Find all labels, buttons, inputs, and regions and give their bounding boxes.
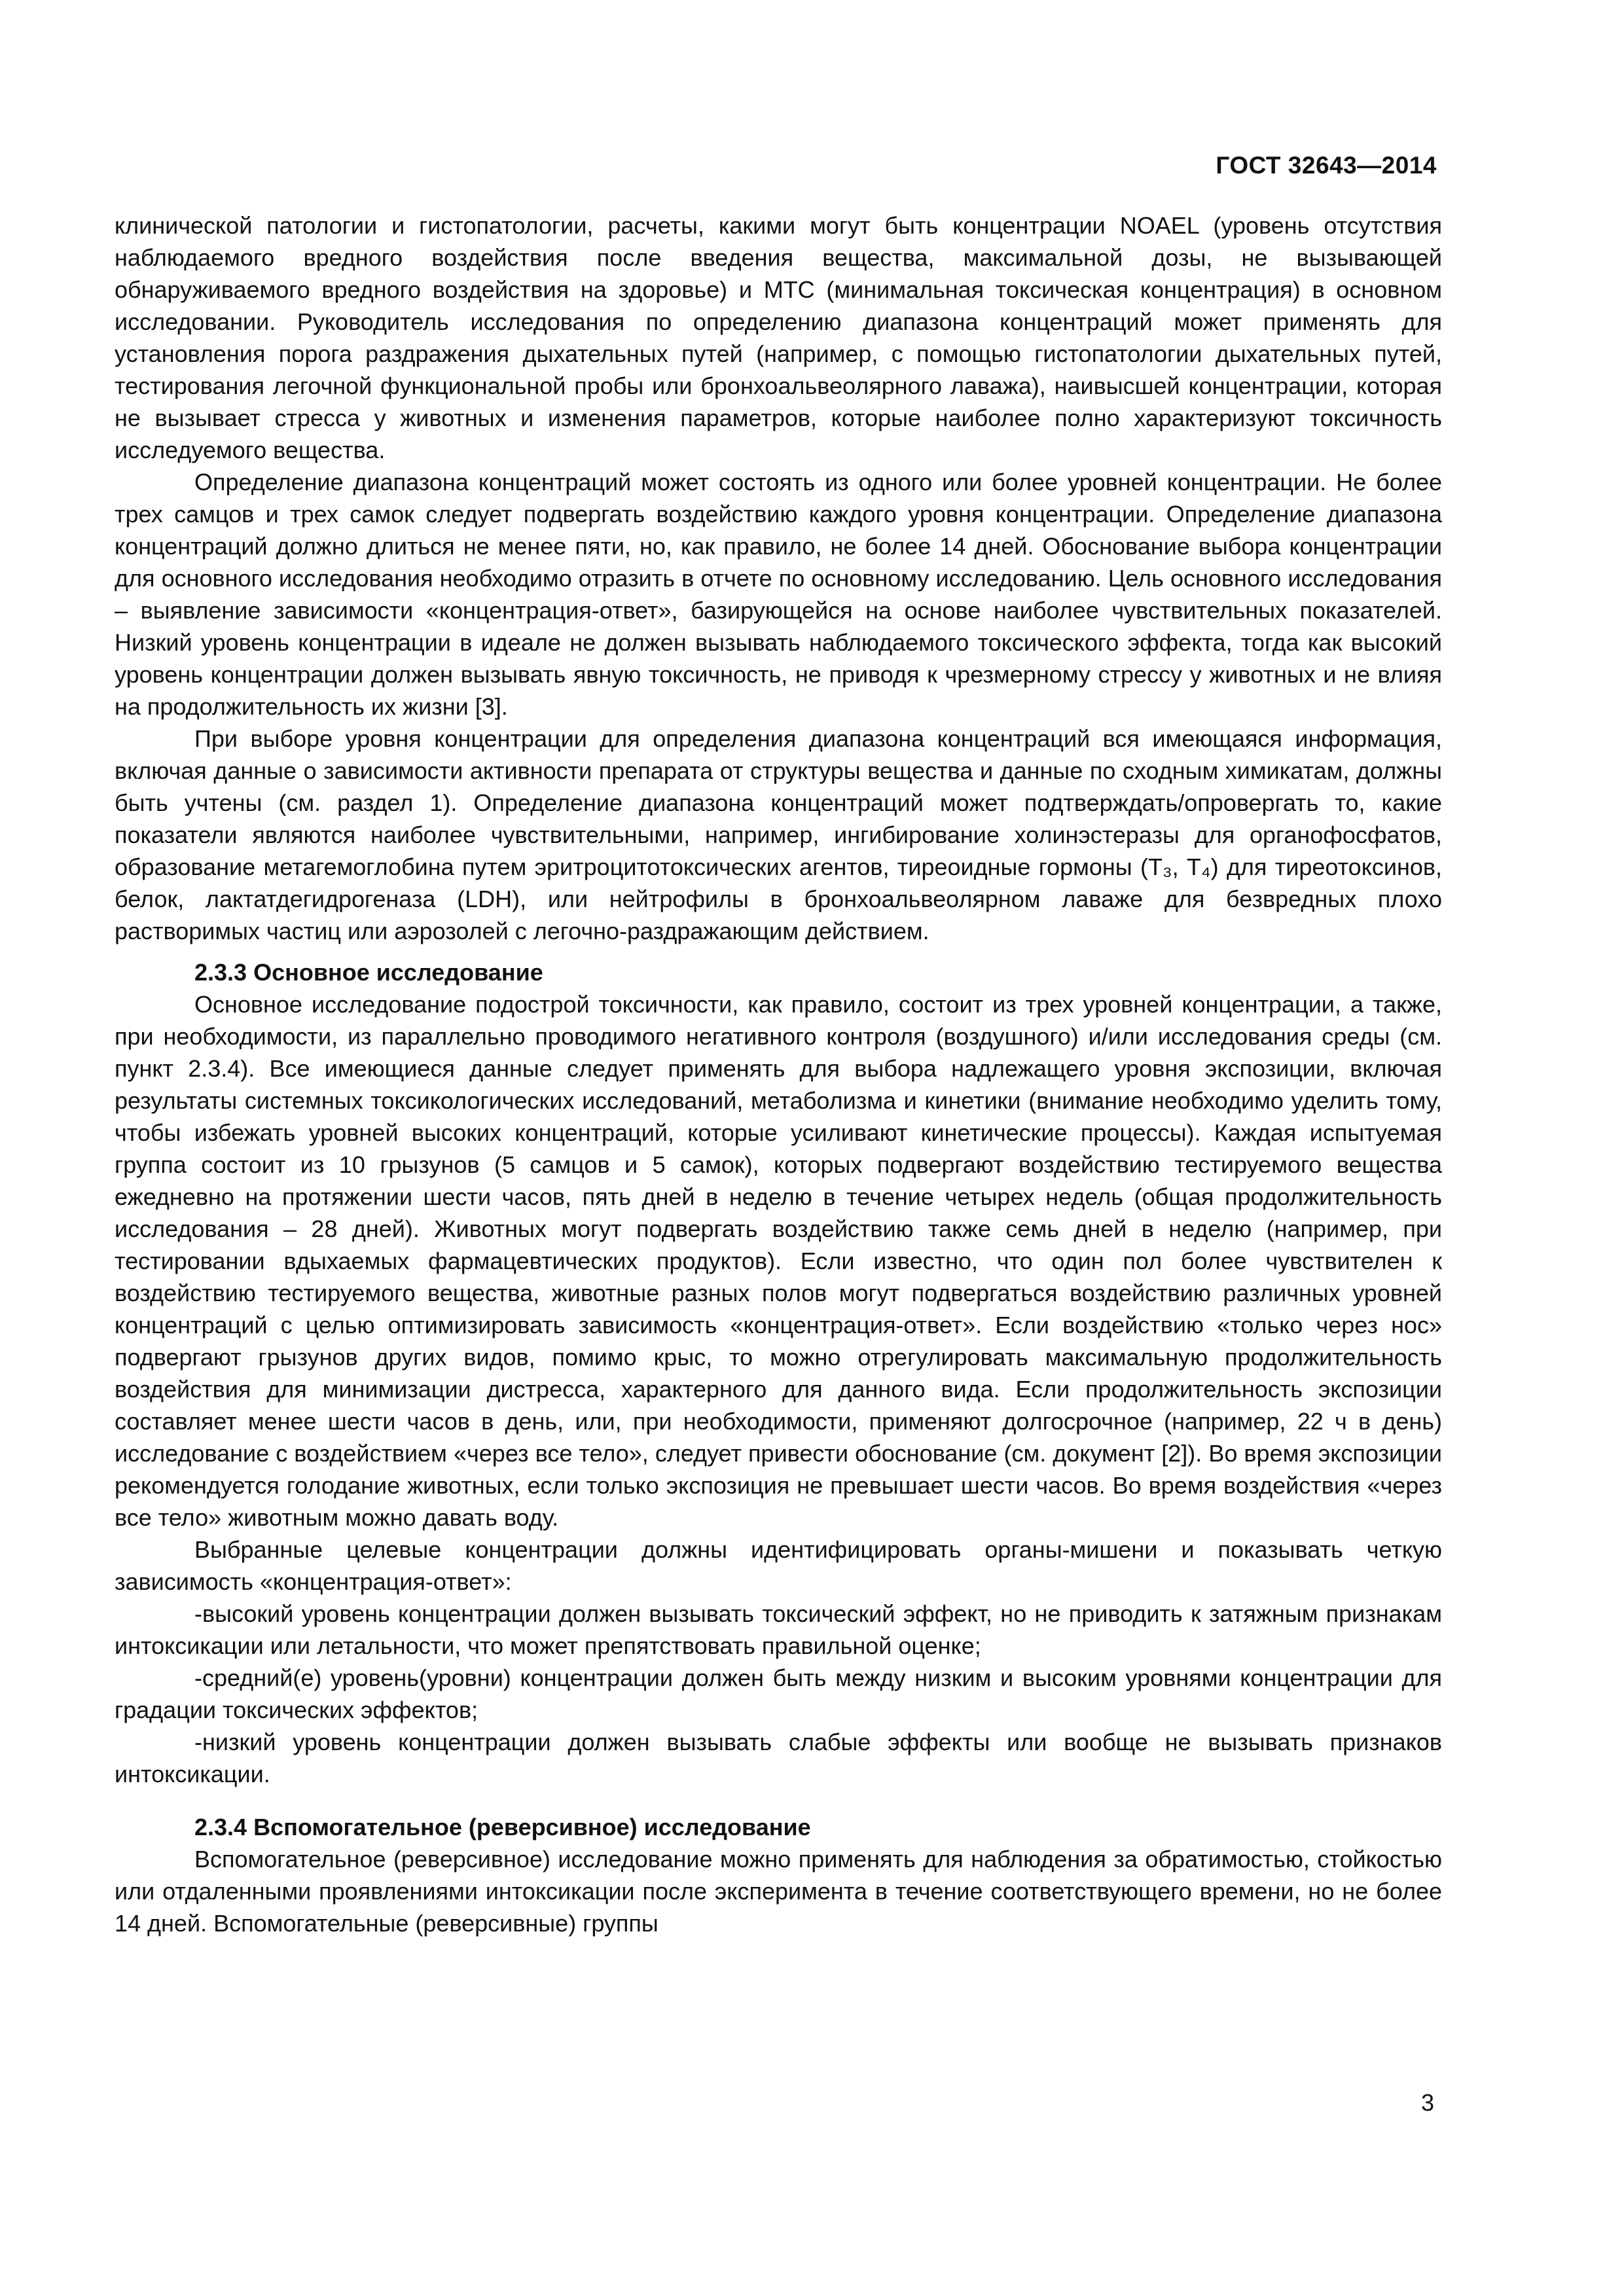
- paragraph-continuation: клинической патологии и гистопатологии, расчеты, какими могут быть концентрации NOAEL (уровень отсутствия наблюдаемого вредного воздействия после введения вещества, максимальной дозы, не вызывающей обнаруживаемого вредного воздействия на здоровье) и МТС (минимальная токсическая концентрация) в основном исследовании. Руководитель исследования по определению диапазона концентраций может применять для установления порога раздражения дыхательных путей (например, с помощью гистопатологии дыхательных путей, тестирования легочной функциональной пробы или бронхоальвеолярного лаважа), наивысшей концентрации, которая не вызывает стресса у животных и изменения параметров, которые наиболее полно характеризуют токсичность исследуемого вещества.: [115, 212, 1442, 463]
- paragraph-range-finding: Определение диапазона концентраций может состоять из одного или более уровней концентрации. Не более трех самцов и трех самок следует подвергать воздействию каждого уровня концентрации. Определение диапазона концентраций должно длиться не менее пяти, но, как правило, не более 14 дней. Обоснование выбора концентрации для основного исследования необходимо отразить в отчете по основному исследованию. Цель основного исследования – выявление зависимости «концентрация-ответ», базирующейся на основе наиболее чувствительных показателей. Низкий уровень концентрации в идеале не должен вызывать наблюдаемого токсического эффекта, тогда как высокий уровень концентрации должен вызывать явную токсичность, не приводя к чрезмерному стрессу у животных и не влияя на продолжительность их жизни [3].: [115, 469, 1442, 720]
- paragraph-concentration-choice: При выборе уровня концентрации для определения диапазона концентраций вся имеющаяся информация, включая данные о зависимости активности препарата от структуры вещества и данные по сходным химикатам, должны быть учтены (см. раздел 1). Определение диапазона концентраций может подтверждать/опровергать то, какие показатели являются наиболее чувствительными, например, ингибирование холинэстеразы для органофосфатов, образование метагемоглобина путем эритроцитотоксических агентов, тиреоидные гормоны (Т₃, Т₄) для тиреотоксинов, белок, лактатдегидрогеназа (LDH), или нейтрофилы в бронхоальвеолярном лаваже для безвредных плохо растворимых частиц или аэрозолей с легочно-раздражающим действием.: [115, 725, 1442, 944]
- paragraph-main-study: Основное исследование подострой токсичности, как правило, состоит из трех уровней концентрации, а также, при необходимости, из параллельно проводимого негативного контроля (воздушного) и/или исследования среды (см. пункт 2.3.4). Все имеющиеся данные следует применять для выбора надлежащего уровня экспозиции, включая результаты системных токсикологических исследований, метаболизма и кинетики (внимание необходимо уделить тому, чтобы избежать уровней высоких концентраций, которые усиливают кинетические процессы). Каждая испытуемая группа состоит из 10 грызунов (5 самцов и 5 самок), которых подвергают воздействию тестируемого вещества ежедневно на протяжении шести часов, пять дней в неделю в течение четырех недель (общая продолжительность исследования – 28 дней). Животных могут подвергать воздействию также семь дней в неделю (например, при тестировании вдыхаемых фармацевтических продуктов). Если известно, что один пол более чувствителен к воздействию тестируемого вещества, животные разных полов могут подвергаться воздействию различных уровней концентраций с целью оптимизировать зависимость «концентрация-ответ». Если воздействию «только через нос» подвергают грызунов других видов, помимо крыс, то можно отрегулировать максимальную продолжительность воздействия для минимизации дистресса, характерного для данного вида. Если продолжительность экспозиции составляет менее шести часов в день, или, при необходимости, применяют долгосрочное (например, 22 ч в день) исследование с воздействием «через все тело», следует привести обоснование (см. документ [2]). Во время экспозиции рекомендуется голодание животных, если только экспозиция не превышает шести часов. Во время воздействия «через все тело» животным можно давать воду.: [115, 991, 1442, 1531]
- page-number: 3: [1420, 2089, 1434, 2116]
- list-item-high-level: -высокий уровень концентрации должен вызывать токсический эффект, но не приводить к затяжным признакам интоксикации или летальности, что может препятствовать правильной оценке;: [115, 1600, 1442, 1659]
- paragraph-satellite-study: Вспомогательное (реверсивное) исследование можно применять для наблюдения за обратимостью, стойкостью или отдаленными проявлениями интоксикации после эксперимента в течение соответствующего времени, но не более 14 дней. Вспомогательные (реверсивные) группы: [115, 1846, 1442, 1937]
- list-item-middle-level: -средний(е) уровень(уровни) концентрации должен быть между низким и высоким уровнями концентрации для градации токсических эффектов;: [115, 1664, 1442, 1723]
- document-body: [115, 209, 1442, 1939]
- paragraph-target-concentrations: Выбранные целевые концентрации должны идентифицировать органы-мишени и показывать четкую зависимость «концентрация-ответ»:: [115, 1536, 1442, 1595]
- section-heading-2-3-4: 2.3.4 Вспомогательное (реверсивное) исследование: [194, 1814, 811, 1840]
- list-item-low-level: -низкий уровень концентрации должен вызывать слабые эффекты или вообще не вызывать признаков интоксикации.: [115, 1729, 1442, 1787]
- standard-id-header: ГОСТ 32643—2014: [1216, 152, 1437, 179]
- section-heading-2-3-3: 2.3.3 Основное исследование: [194, 959, 543, 986]
